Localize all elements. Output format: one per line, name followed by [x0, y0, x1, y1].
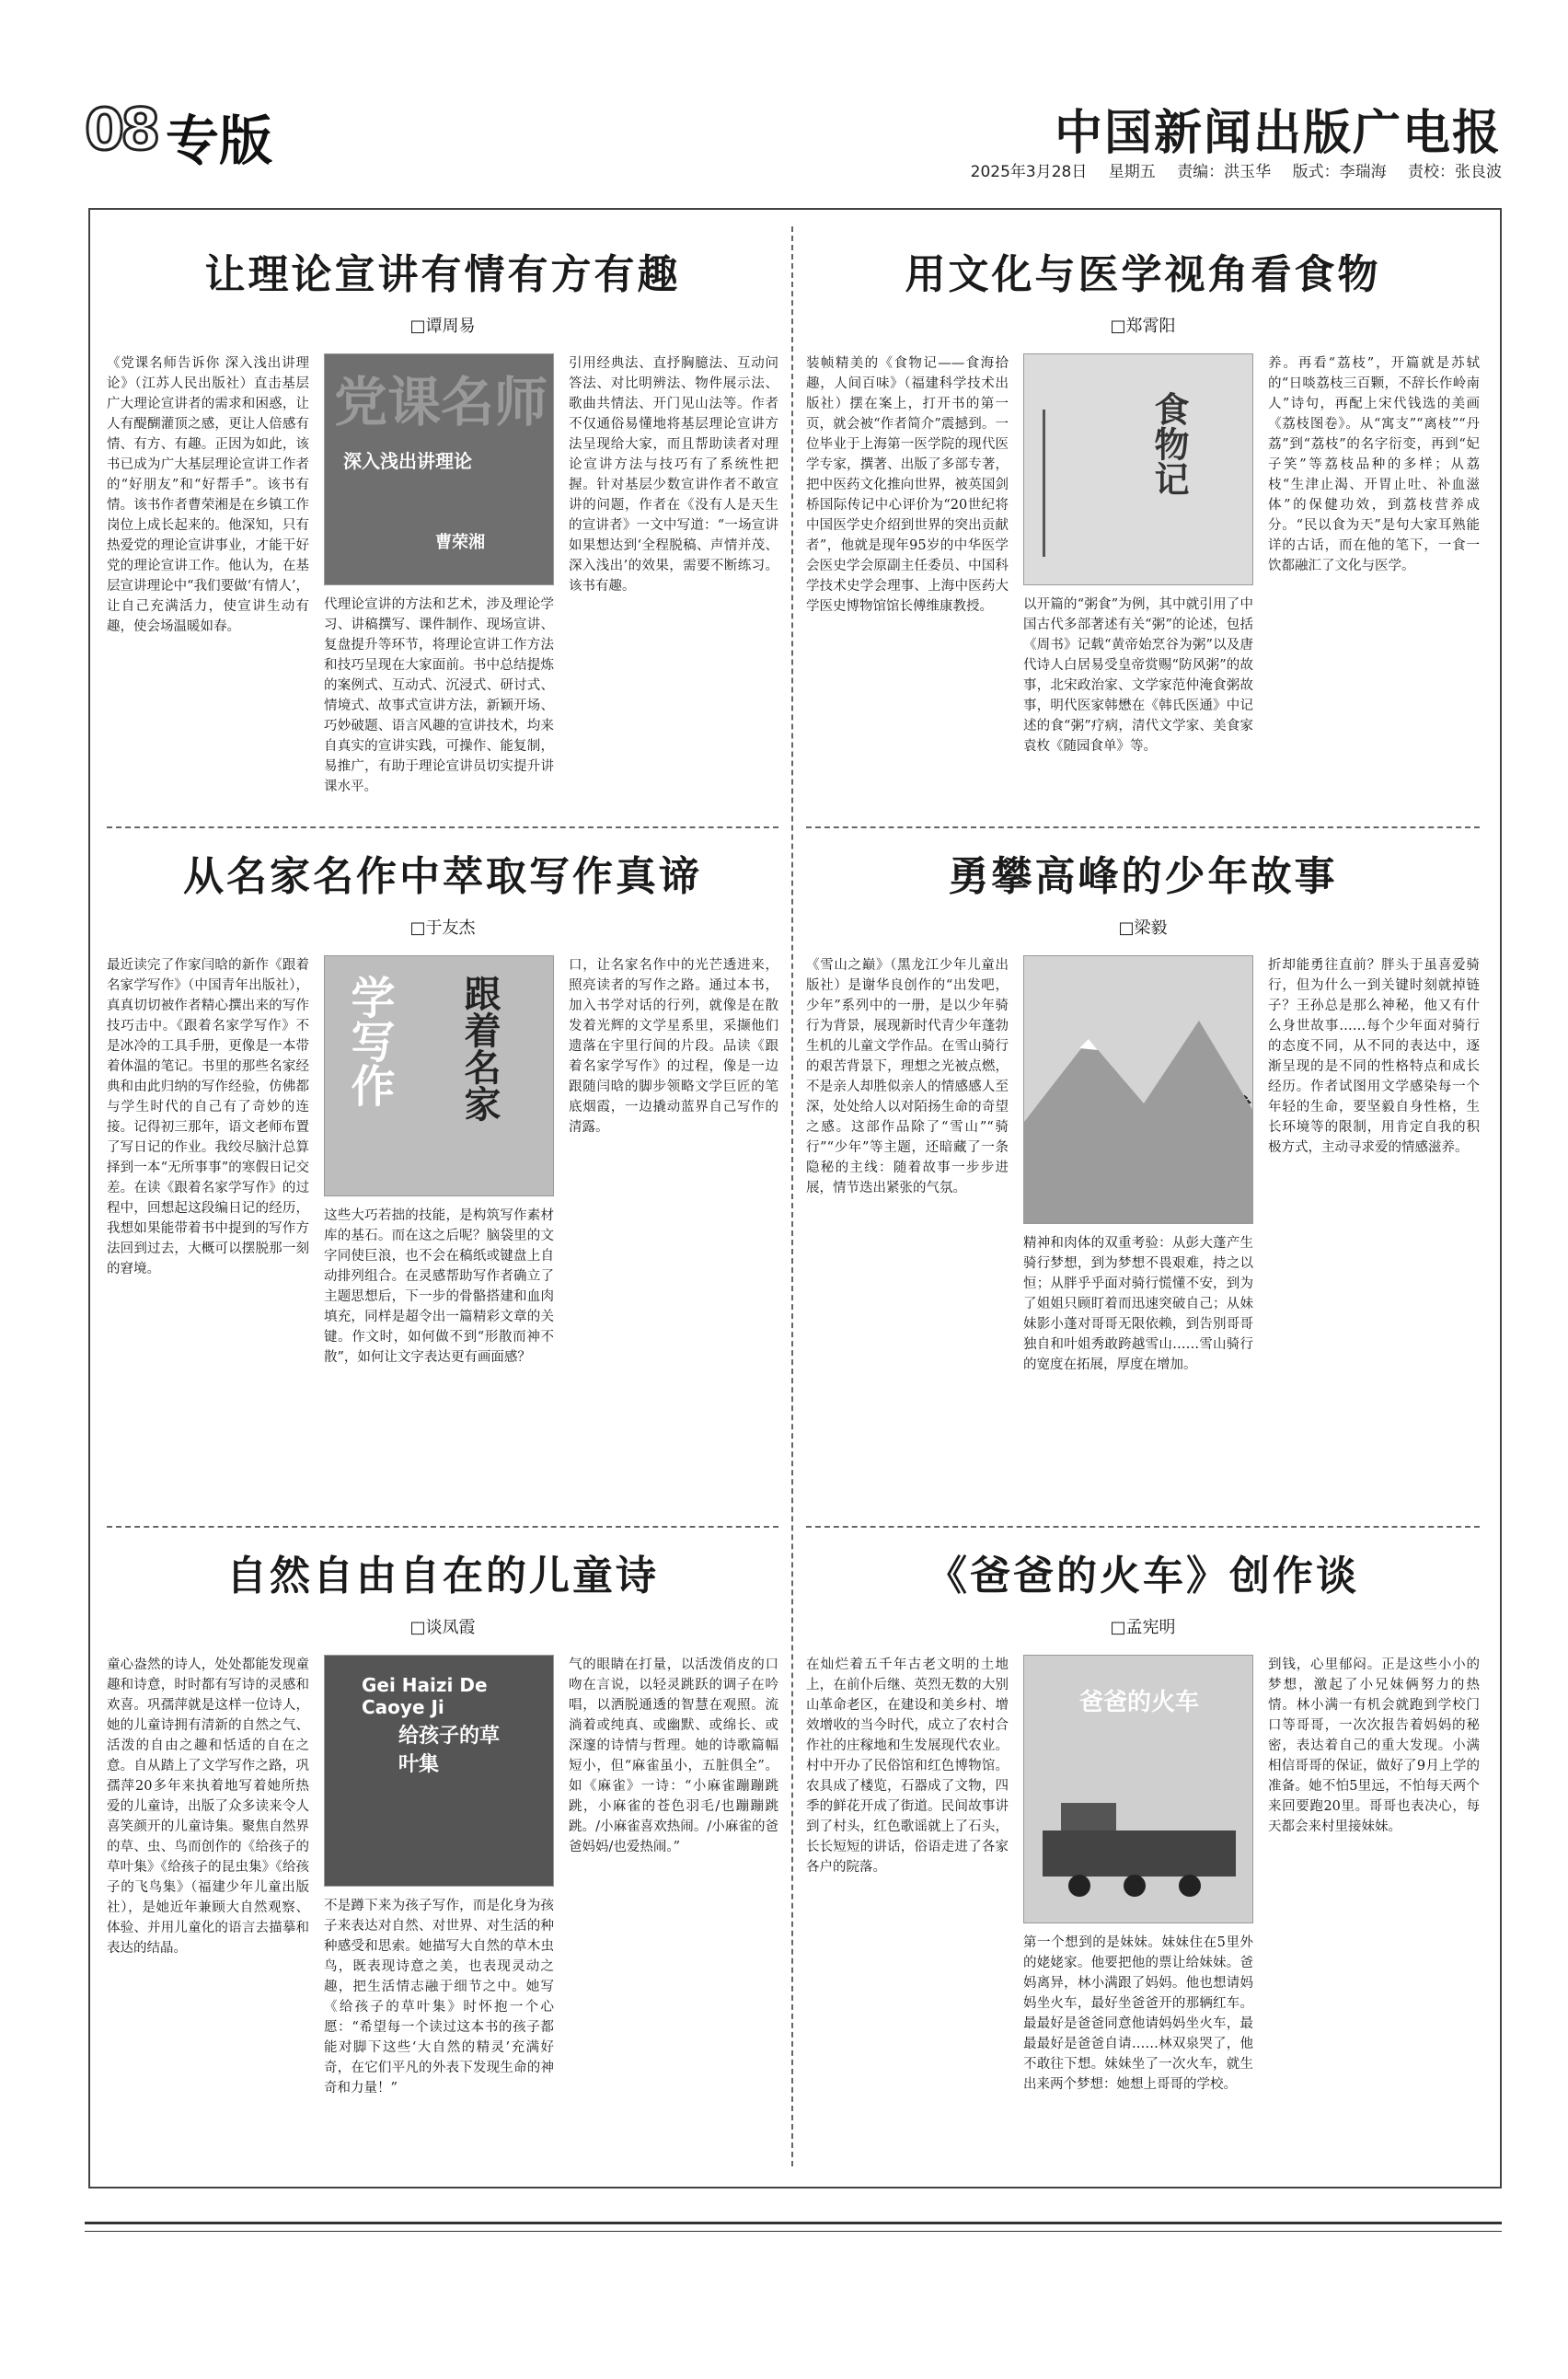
issue-weekday: 星期五: [1108, 163, 1156, 181]
article-column: 不是蹲下来为孩子写作，而是化身为孩子来表达对自然、对世界、对生活的种种感受和思索。她描写大自然的草木虫鸟，既表现诗意之美，也表现灵动之趣，把生活情志融于细节之中。她写《给孩子的草叶集》时怀抱一个心愿：“希望每一个读过这本书的孩子都能对脚下这些‘大自然的精灵’充满好奇，在它们平凡的外表下发现生命的神奇和力量！”: [324, 1899, 554, 2096]
row-separator: [107, 826, 778, 828]
article-title: 自然自由自在的儿童诗: [226, 1553, 659, 1599]
designer: 版式：李瑞海: [1292, 163, 1387, 181]
article-column: 装帧精美的《食物记——食海拾趣，人间百味》（福建科学技术出版社）摆在案上，打开书的第一页，就会被“作者简介”震撼到。一位毕业于上海第一医学院的现代医学专家，撰著、出版了多部专著，把中医药文化推向世界，被英国剑桥国际传记中心评价为“20世纪将中国医学史介绍到世界的突出贡献者”，他就是现年95岁的中华医学会医史学会原副主任委员、中国科学技术史学会理事、上海中医药大学医史博物馆馆长傅维康教授。: [806, 356, 1009, 614]
article-column: 到钱，心里郁闷。正是这些小小的梦想，激起了小兄妹俩努力的热情。林小满一有机会就跑到学校门口等哥哥，一次次报告着妈妈的秘密，表达着自己的重大发现。小满相信哥哥的保证，做好了9月上学的准备。她不怕5里远，不怕每天两个来回要跑20里。哥哥也表决心，每天都会来村里接妹妹。: [1268, 1657, 1480, 1834]
editor: 责编：洪玉华: [1177, 163, 1272, 181]
row-separator: [107, 1526, 778, 1528]
article-column: 气的眼睛在打量，以活泼俏皮的口吻在言说，以轻灵跳跃的调子在吟唱，以洒脱通透的智慧在观照。流淌着或纯真、或幽默、或绵长、或深邃的诗情与哲理。她的诗歌篇幅短小，但“麻雀虽小，五脏俱全”。如《麻雀》一诗：“小麻雀蹦蹦跳跳，小麻雀的苍色羽毛/也蹦蹦跳跳。/小麻雀喜欢热闹。/小麻雀的爸爸妈妈/也爱热闹。”: [569, 1657, 778, 1854]
proofreader: 责校：张良波: [1408, 163, 1502, 181]
masthead: [85, 85, 1502, 195]
train-illustration: [1024, 1656, 1253, 1923]
article-column: 引用经典法、直抒胸臆法、互动问答法、对比明辨法、物件展示法、歌曲共情法、开门见山法等。作者不仅通俗易懂地将基层理论宣讲方法呈现给大家，而且帮助读者对理论宣讲方法与技巧有了系统性把握。针对基层少数宣讲作者不敢宣讲的问题，作者在《没有人是天生的宣讲者》一文中写道：“一场宣讲如果想达到‘全程脱稿、声情并茂、深入浅出’的效果，需要不断练习。该书有趣。: [569, 356, 778, 594]
article-column: 这些大巧若拙的技能，是构筑写作素材库的基石。而在这之后呢？脑袋里的文字同使巨浪，也不会在稿纸或键盘上自动排列组合。在灵感帮助写作者确立了主题思想后，下一步的骨骼搭建和血肉填充，同样是超令出一篇精彩文章的关键。作文时，如何做不到“形散而神不散”，如何让文字表达更有画面感？: [324, 1208, 554, 1365]
row-separator: [806, 1526, 1480, 1528]
article-title: 《爸爸的火车》创作谈: [927, 1553, 1359, 1599]
article-author: □谈凤霞: [409, 1618, 476, 1637]
article-column: 第一个想到的是妹妹。妹妹住在5里外的姥姥家。他要把他的票让给妹妹。爸妈离异，林小满跟了妈妈。他也想请妈妈坐火车，最好坐爸爸开的那辆红车。最最好是爸爸同意他请妈妈坐火车，最最最好是爸爸自请……林双泉哭了，他不敢往下想。妹妹坐了一次火车，就生出来两个梦想：她想上哥哥的学校。: [1023, 1935, 1253, 2092]
article-column: 精神和肉体的双重考验：从彭大蓬产生骑行梦想，到为梦想不畏艰难，持之以恒；从胖乎乎面对骑行慌懂不安，到为了姐姐只顾盯着而迅速突破自己；从妹妹影小蓬对哥哥无限依赖，到告别哥哥独自和叶姐秀敢跨越雪山……雪山骑行的宽度在拓展，厚度在增加。: [1023, 1236, 1253, 1372]
paper-title: 中国新闻出版广电报: [1054, 105, 1502, 161]
article-column: 童心盎然的诗人，处处都能发现童趣和诗意，时时都有写诗的灵感和欢喜。巩孺萍就是这样一位诗人，她的儿童诗拥有清新的自然之气、活泼的自由之趣和恬适的自在之意。自从踏上了文学写作之路，巩孺萍20多年来执着地写着她所热爱的儿童诗，出版了众多读来令人喜笑颜开的儿童诗集。聚焦自然界的草、虫、鸟而创作的《给孩子的草叶集》《给孩子的昆虫集》《给孩子的飞鸟集》（福建少年儿童出版社），是她近年兼顾大自然观察、体验、并用儿童化的语言去描摹和表达的结晶。: [107, 1657, 309, 1956]
issue-date: 2025年3月28日: [970, 163, 1088, 181]
article-column: 口，让名家名作中的光芒透进来，照亮读者的写作之路。通过本书，加入书学对话的行列，就像是在散发着光辉的文学星系里，采撷他们遗落在宇里行间的片段。品读《跟着名家学写作》的过程，像是一边跟随闫晗的脚步领略文学巨匠的笔底烟霞，一边撬动蓝界自己写作的清露。: [569, 958, 778, 1135]
article-title: 用文化与医学视角看食物: [905, 251, 1381, 298]
article-dads-train: [806, 1542, 1480, 2177]
article-title: 让理论宣讲有情有方有趣: [204, 251, 681, 298]
article-food-culture: [806, 241, 1480, 812]
page-number: 08: [85, 96, 157, 163]
article-title: 勇攀高峰的少年故事: [948, 853, 1338, 900]
plant-illustration: [1043, 410, 1128, 557]
article-author: □于友杰: [409, 918, 476, 938]
article-column: 在灿烂着五千年古老文明的土地上，在前仆后继、英烈无数的大别山革命老区，在建设和美乡村、增效增收的当今时代，成立了农村合作社的庄稼地和生发展现代农业。村中开办了民俗馆和红色博物馆。农具成了楼览，石器成了文物，四季的鲜花开成了街道。民间故事讲到了村头，红色歌谣就上了石头，长长短短的讲话，俗语走进了各家各户的院落。: [806, 1657, 1009, 1875]
article-author: □梁毅: [1118, 918, 1168, 938]
book-cover: 爸爸的火车: [1023, 1655, 1253, 1923]
book-cover: 党课名师 深入浅出讲理论 曹荣湘: [324, 353, 554, 585]
article-column: 以开篇的“粥食”为例，其中就引用了中国古代多部著述有关“粥”的论述，包括《周书》记载“黄帝始烹谷为粥”以及唐代诗人白居易受皇帝赏赐“防风粥”的故事，北宋政治家、文学家范仲淹食粥故事，明代医家韩懋在《韩氏医通》中记述的食“粥”疗病，清代文学家、美食家袁枚《随园食单》等。: [1023, 597, 1253, 754]
article-column: 最近读完了作家闫晗的新作《跟着名家学写作》（中国青年出版社），真真切切被作者精心撰出来的写作技巧击中。《跟着名家学写作》不是冰冷的工具手册，更像是一本带着体温的笔记。书里的那些名家经典和由此归纳的写作经验，仿佛都与学生时代的自己有了奇妙的连接。记得初三那年，语文老师布置了写日记的作业。我绞尽脑汁总算择到一本“无所事事”的寒假日记交差。在读《跟着名家学写作》的过程中，回想起这段编日记的经历，我想如果能带着书中提到的写作方法回到过去，大概可以摆脱那一刻的窘境。: [107, 958, 309, 1276]
footer-rule: [85, 2222, 1502, 2224]
article-title: 从名家名作中萃取写作真谛: [183, 853, 702, 900]
book-cover: Gei Haizi De Caoye Ji 给孩子的草叶集: [324, 1655, 554, 1887]
article-column: 《雪山之巅》（黑龙江少年儿童出版社）是谢华良创作的“出发吧，少年”系列中的一册，是以少年骑行为背景，展现新时代青少年蓬勃生机的儿童文学作品。在雪山骑行的艰苦背景下，理想之光被点燃，不是亲人却胜似亲人的情感感人至深，处处给人以对陌扬生命的奇望之感。这部作品除了“雪山”“骑行”“少年”等主题，还暗藏了一条隐秘的主线：随着故事一步步进展，情节迭出紧张的气氛。: [806, 958, 1009, 1195]
article-writing: [107, 843, 778, 1515]
article-author: □谭周易: [409, 317, 476, 336]
article-column: 折却能勇往直前？胖头于虽喜爱骑行，但为什么一到关键时刻就掉链子？王孙总是那么神秘，他又有什么身世故事……每个少年面对骑行的态度不同，从不同的表达中，逐渐呈现的是不同的性格特点和成长经历。作者试图用文学感染每一个年轻的生命，要坚毅自身性格，生长环境等的限制，用肯定自我的积极方式，主动寻求爱的情感滋养。: [1268, 958, 1480, 1155]
article-column: 养。再看“荔枝”，开篇就是苏轼的“日啖荔枝三百颗，不辞长作岭南人”诗句，再配上宋代钱选的美画《荔枝图卷》。从“寓支”“离枝”“丹荔”到“荔枝”的名字衍变，再到“妃子笑”等荔枝品种的多样；从荔枝“生津止渴、开胃止吐、补血滋体”的保健功效，到荔枝营养成分。“民以食为天”是句大家耳熟能详的古话，而在他的笔下，一食一饮都融汇了文化与医学。: [1268, 356, 1480, 573]
article-theory-lecture: [107, 241, 778, 812]
footer-rule: [85, 2231, 1502, 2232]
section-name: 专版: [166, 110, 273, 172]
issue-info: [954, 158, 1502, 181]
article-column: 代理论宣讲的方法和艺术，涉及理论学习、讲稿撰写、课件制作、现场宣讲、复盘提升等环节，将理论宣讲工作方法和技巧呈现在大家面前。书中总结提炼的案例式、互动式、沉浸式、研讨式、情境式、故事式宣讲方法，新颖开场、巧妙破题、语言风趣的宣讲技术，均来自真实的宣讲实践，可操作、能复制，易推广，有助于理论宣讲员切实提升讲课水平。: [324, 597, 554, 794]
article-author: □郑霄阳: [1110, 317, 1176, 336]
book-cover: 学写作 跟着名家: [324, 955, 554, 1196]
article-youth-climbing: [806, 843, 1480, 1515]
column-separator: [791, 226, 793, 2166]
article-author: □孟宪明: [1110, 1618, 1176, 1637]
book-cover: 食物记: [1023, 353, 1253, 585]
book-cover: [1023, 955, 1253, 1224]
article-children-poetry: [107, 1542, 778, 2177]
row-separator: [806, 826, 1480, 828]
article-column: 《党课名师告诉你 深入浅出讲理论》（江苏人民出版社）直击基层广大理论宣讲者的需求和困惑，让人有醍醐灌顶之感，更让人倍感有情、有方、有趣。正因为如此，该书已成为广大基层理论宣讲工作者的“好朋友”和“好帮手”。该书有情。该书作者曹荣湘是在乡镇工作岗位上成长起来的。他深知，只有热爱党的理论宣讲事业，才能干好党的理论宣讲工作。他认为，在基层宣讲理论中“我们要做‘有情人’，让自己充满活力，使宣讲生动有趣，使会场温暖如春。: [107, 356, 309, 634]
mountain-illustration: [1024, 956, 1253, 1223]
